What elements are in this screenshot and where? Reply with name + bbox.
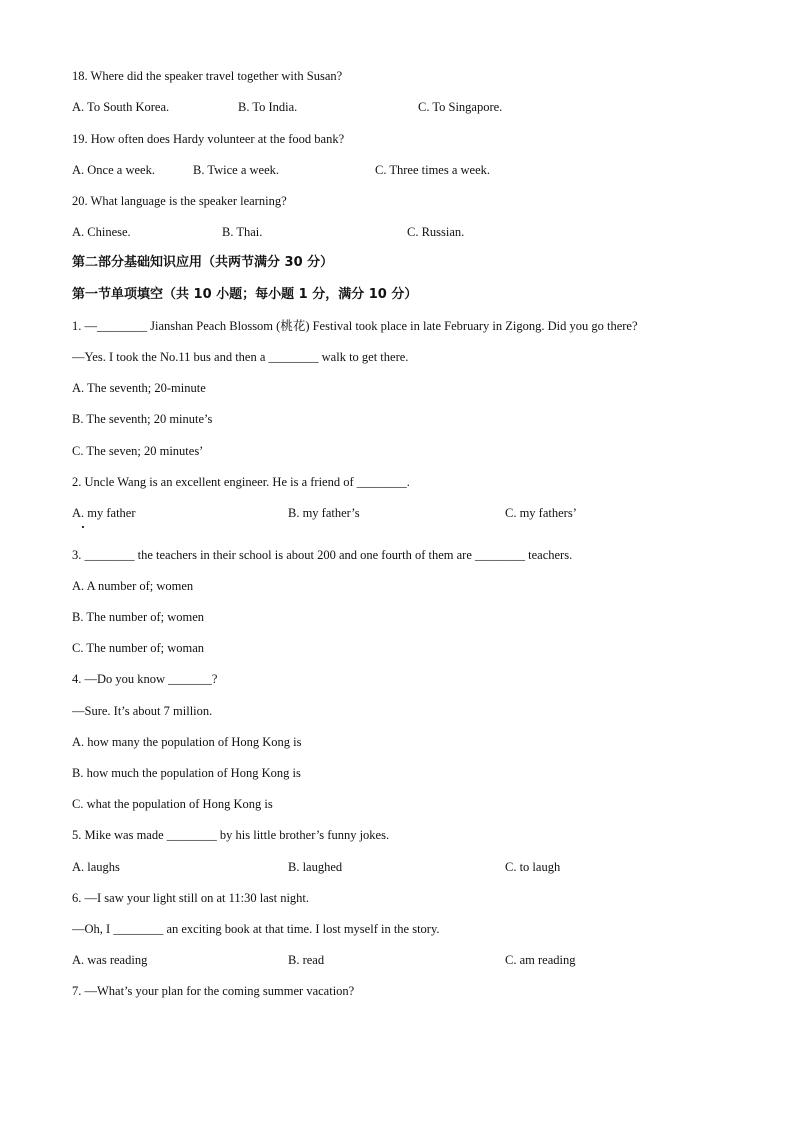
q20-option-b: B. Thai. xyxy=(222,225,263,239)
stray-dot xyxy=(82,526,84,528)
q4-line1: 4. —Do you know _______? xyxy=(72,672,218,686)
q6-option-a: A. was reading xyxy=(72,953,148,967)
q4-option-c: C. what the population of Hong Kong is xyxy=(72,797,273,811)
q1-option-a: A. The seventh; 20-minute xyxy=(72,381,206,395)
q20-stem: 20. What language is the speaker learning? xyxy=(72,194,287,208)
q6-option-c: C. am reading xyxy=(505,953,576,967)
q4-line2: —Sure. It’s about 7 million. xyxy=(72,704,213,718)
q18-stem: 18. Where did the speaker travel together with Susan? xyxy=(72,69,343,83)
q19-stem: 19. How often does Hardy volunteer at the food bank? xyxy=(72,132,345,146)
q3-option-c: C. The number of; woman xyxy=(72,641,205,655)
q6-line2: —Oh, I ________ an exciting book at that time. I lost myself in the story. xyxy=(72,922,440,936)
q3-option-b: B. The number of; women xyxy=(72,610,205,624)
q1-line2: —Yes. I took the No.11 bus and then a ________ walk to get there. xyxy=(72,350,409,364)
q4-option-a: A. how many the population of Hong Kong is xyxy=(72,735,302,749)
q1-line1: 1. —________ Jianshan Peach Blossom (桃花) Festival took place in late February in Zigong. Did you go there? xyxy=(72,319,638,333)
q5-stem: 5. Mike was made ________ by his little brother’s funny jokes. xyxy=(72,828,390,842)
q2-option-b: B. my father’s xyxy=(288,506,360,520)
q2-option-a: A. my father xyxy=(72,506,136,520)
q18-option-a: A. To South Korea. xyxy=(72,100,170,114)
q19-option-a: A. Once a week. xyxy=(72,163,155,177)
q2-stem: 2. Uncle Wang is an excellent engineer. He is a friend of ________. xyxy=(72,475,410,489)
q18-option-c: C. To Singapore. xyxy=(418,100,503,114)
q5-option-a: A. laughs xyxy=(72,860,120,874)
q20-option-c: C. Russian. xyxy=(407,225,465,239)
q4-option-b: B. how much the population of Hong Kong is xyxy=(72,766,301,780)
q1-option-b: B. The seventh; 20 minute’s xyxy=(72,412,213,426)
q5-option-b: B. laughed xyxy=(288,860,343,874)
q1-option-c: C. The seven; 20 minutes’ xyxy=(72,444,204,458)
part2-heading: 第二部分基础知识应用（共两节满分 30 分） xyxy=(72,255,334,270)
q19-option-b: B. Twice a week. xyxy=(193,163,280,177)
q5-option-c: C. to laugh xyxy=(505,860,561,874)
q3-option-a: A. A number of; women xyxy=(72,579,194,593)
section1-heading: 第一节单项填空（共 10 小题；每小题 1 分，满分 10 分） xyxy=(72,287,418,302)
q3-stem: 3. ________ the teachers in their school is about 200 and one fourth of them are ________ teachers. xyxy=(72,548,573,562)
q7-line1: 7. —What’s your plan for the coming summer vacation? xyxy=(72,984,355,998)
q6-line1: 6. —I saw your light still on at 11:30 last night. xyxy=(72,891,310,905)
q6-option-b: B. read xyxy=(288,953,325,967)
q18-option-b: B. To India. xyxy=(238,100,298,114)
q20-option-a: A. Chinese. xyxy=(72,225,131,239)
q19-option-c: C. Three times a week. xyxy=(375,163,491,177)
q2-option-c: C. my fathers’ xyxy=(505,506,577,520)
